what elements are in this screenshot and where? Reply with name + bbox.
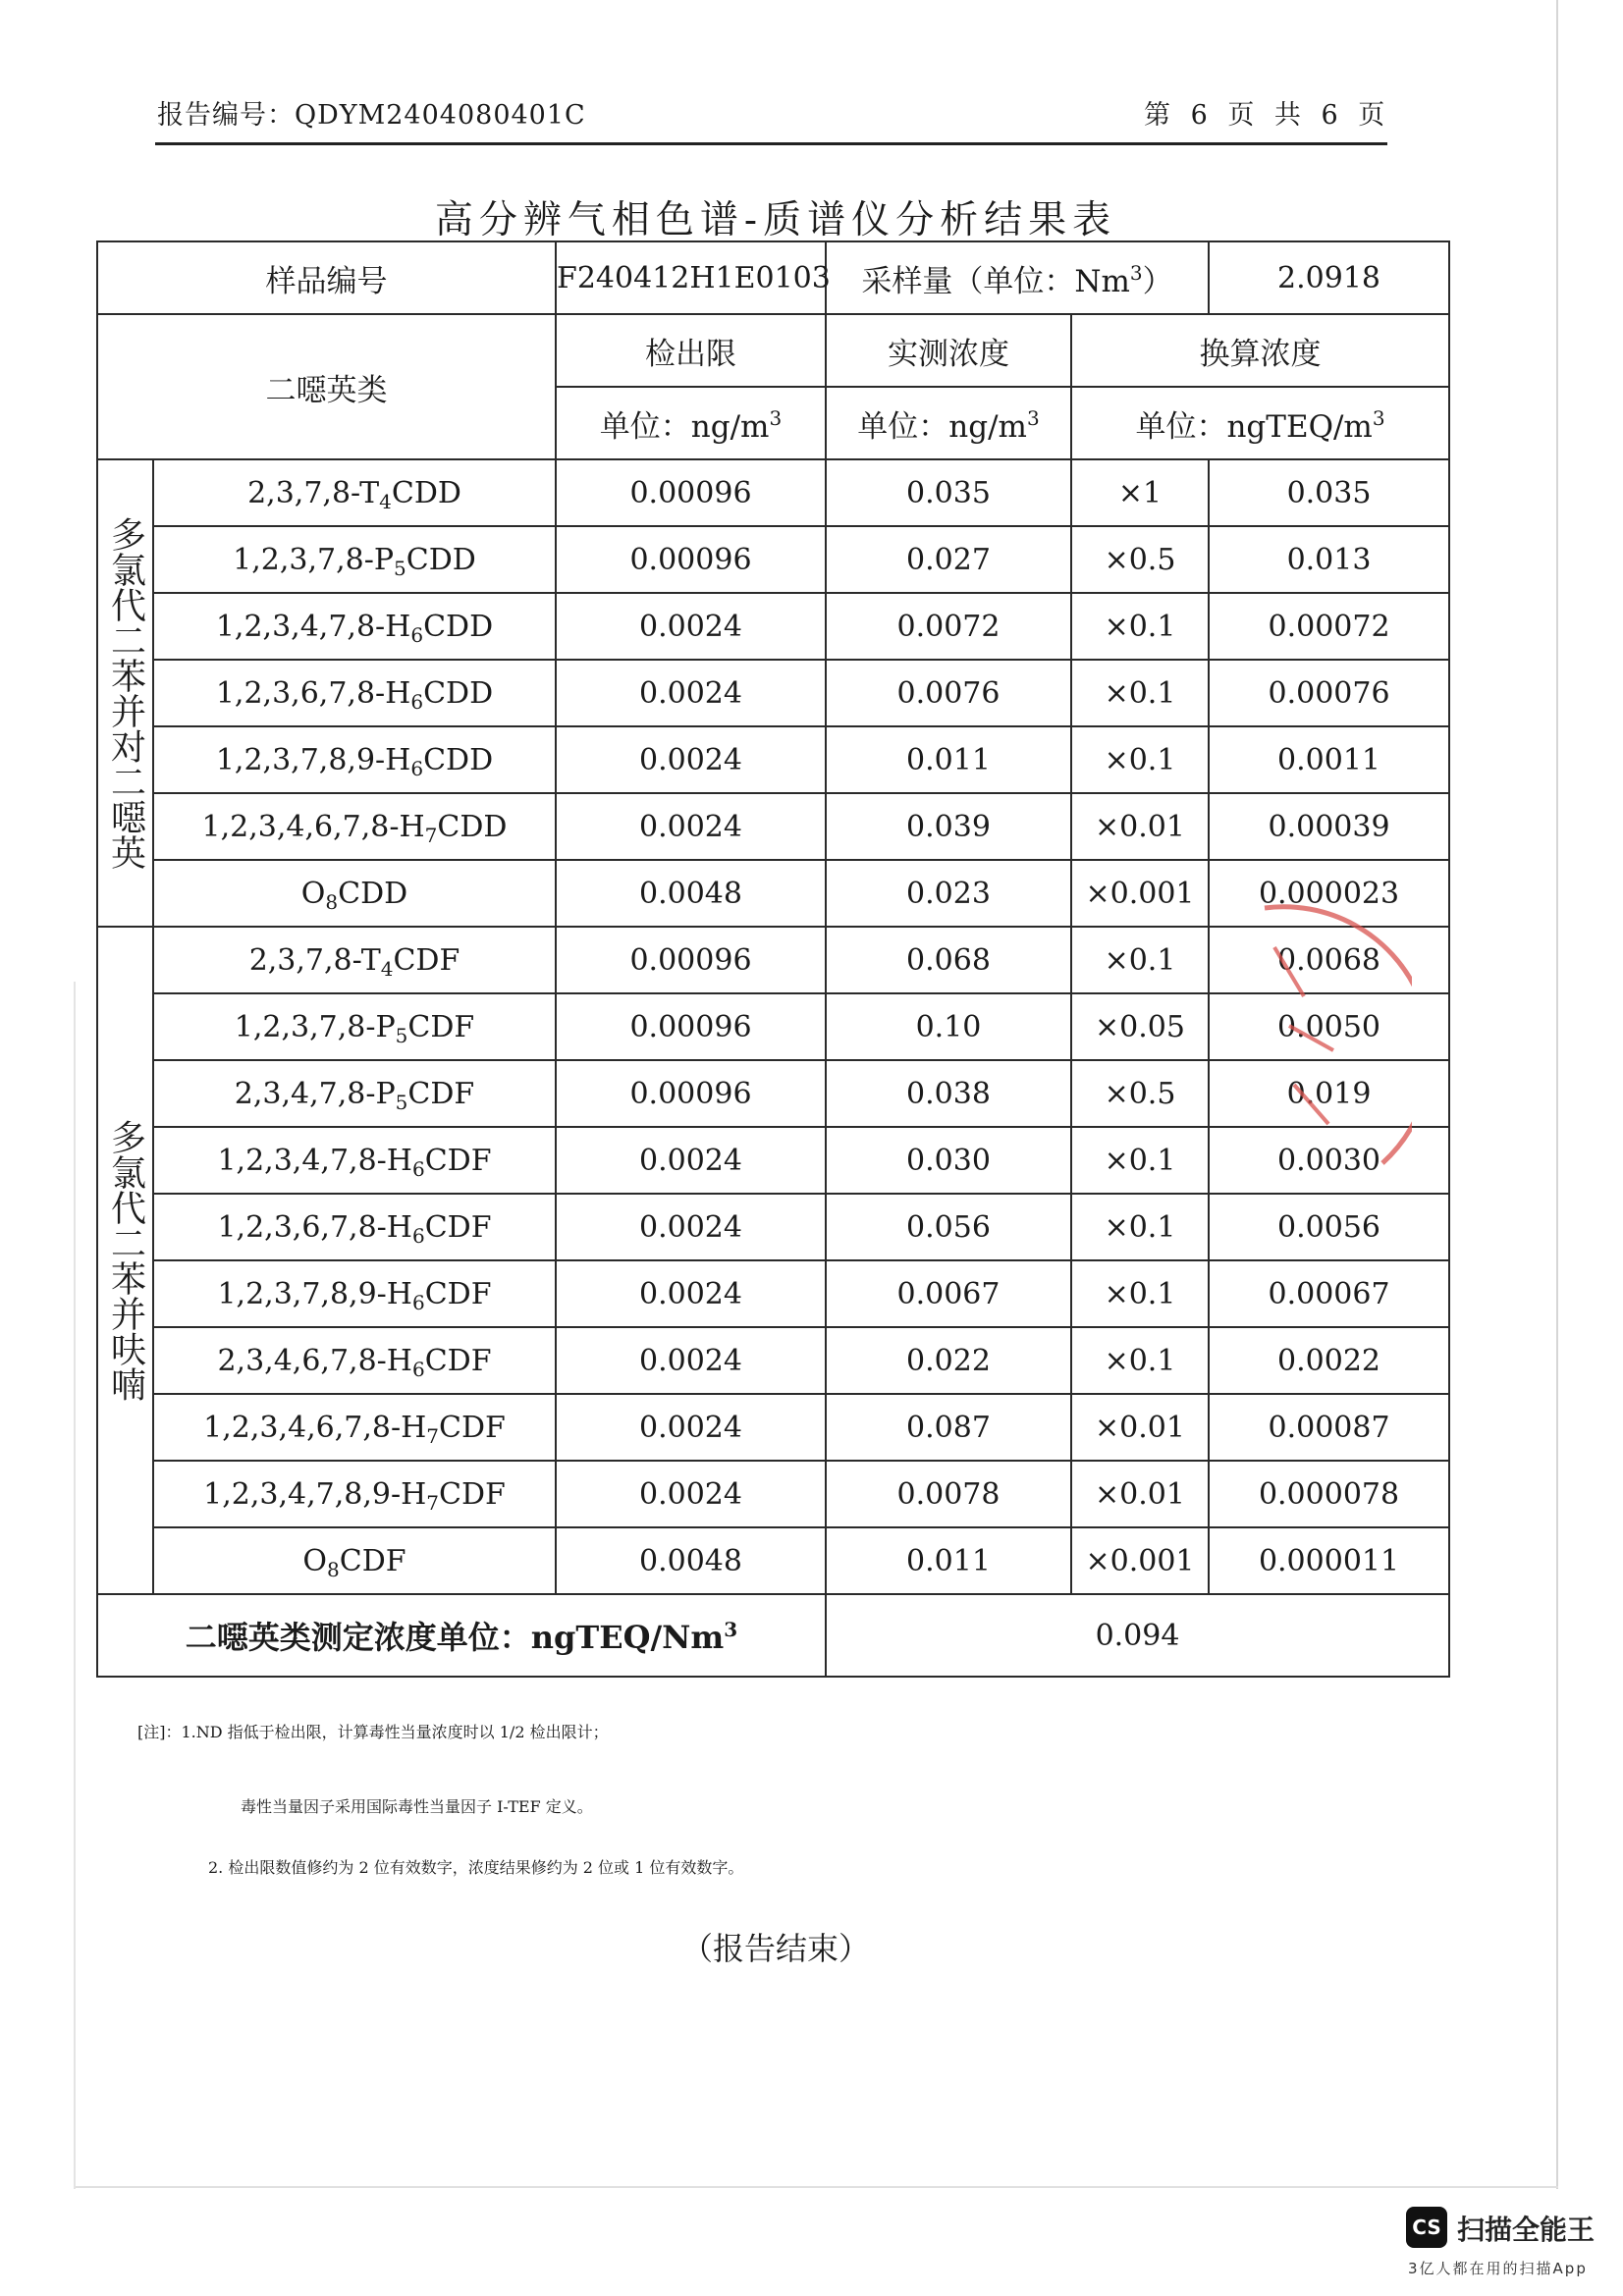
tef-cell: ×0.1 (1071, 726, 1209, 793)
measured-cell: 0.056 (826, 1194, 1071, 1260)
compound-name: $2,3,7,8-T_4CDD$ (153, 459, 556, 526)
measured-cell: 0.011 (826, 1527, 1071, 1594)
table-title: 高分辨气相色谱-质谱仪分析结果表 (434, 198, 1117, 242)
detection-limit-cell: 0.0024 (556, 660, 826, 726)
total-value: 0.094 (826, 1594, 1449, 1677)
teq-cell: 0.00087 (1209, 1394, 1449, 1461)
page-edge (1556, 0, 1558, 2189)
table-row (97, 1260, 1449, 1327)
measured-cell: 0.038 (826, 1060, 1071, 1127)
official-seal (1235, 888, 1412, 1183)
tef-cell: ×0.5 (1071, 526, 1209, 593)
measured-cell: 0.022 (826, 1327, 1071, 1394)
measured-cell: 0.068 (826, 927, 1071, 993)
tef-cell: ×0.001 (1071, 860, 1209, 927)
tef-cell: ×0.01 (1071, 793, 1209, 860)
table-row (97, 459, 1449, 526)
detection-limit-cell: 0.0024 (556, 1260, 826, 1327)
teq-cell: 0.0022 (1209, 1327, 1449, 1394)
group-label: 多氯代二苯并对二噁英 (97, 459, 153, 927)
tef-cell: ×0.001 (1071, 1527, 1209, 1594)
page-number: 第 6 页 共 6 页 (1144, 100, 1391, 131)
detection-limit-cell: 0.00096 (556, 526, 826, 593)
teq-cell: 0.035 (1209, 459, 1449, 526)
teq-cell: 0.019 (1209, 1060, 1449, 1127)
compound-name: $O_8CDD$ (153, 860, 556, 927)
detection-limit-cell: 0.00096 (556, 993, 826, 1060)
tef-cell: ×0.01 (1071, 1461, 1209, 1527)
category-header: 二噁英类 (97, 314, 556, 459)
tef-cell: ×0.05 (1071, 993, 1209, 1060)
column-header-row (97, 314, 1449, 387)
measured-unit: 单位：$ng/m^3$ (826, 387, 1071, 459)
sample-volume-label: 采样量（单位：Nm$^3$） (826, 241, 1209, 314)
measured-header: 实测浓度 (826, 314, 1071, 387)
note-line-2: 毒性当量因子采用国际毒性当量因子 I-TEF 定义。 (241, 1797, 593, 1816)
teq-cell: 0.0030 (1209, 1127, 1449, 1194)
detection-limit-cell: 0.0024 (556, 1394, 826, 1461)
table-row (97, 1527, 1449, 1594)
detection-limit-cell: 0.00096 (556, 1060, 826, 1127)
sample-volume-value: 2.0918 (1209, 241, 1449, 314)
table-row (97, 1327, 1449, 1394)
teq-cell: 0.000011 (1209, 1527, 1449, 1594)
compound-name: $1,2,3,4,7,8-H_6CDF$ (153, 1127, 556, 1194)
table-row (97, 1194, 1449, 1260)
detection-limit-unit: 单位：$ng/m^3$ (556, 387, 826, 459)
compound-name: $1,2,3,7,8,9-H_6CDF$ (153, 1260, 556, 1327)
measured-cell: 0.023 (826, 860, 1071, 927)
detection-limit-cell: 0.00096 (556, 459, 826, 526)
table-row (97, 726, 1449, 793)
total-row (97, 1594, 1449, 1677)
note-line-1: [注]：1.ND 指低于检出限，计算毒性当量浓度时以 1/2 检出限计； (137, 1723, 609, 1741)
compound-name: $1,2,3,4,7,8-H_6CDD$ (153, 593, 556, 660)
compound-name: $1,2,3,6,7,8-H_6CDD$ (153, 660, 556, 726)
teq-cell: 0.000023 (1209, 860, 1449, 927)
measured-cell: 0.039 (826, 793, 1071, 860)
seal-arc (1265, 907, 1412, 1163)
detection-limit-cell: 0.0048 (556, 1527, 826, 1594)
table-row (97, 526, 1449, 593)
compound-name: $1,2,3,7,8,9-H_6CDD$ (153, 726, 556, 793)
page-edge (74, 982, 76, 2189)
note-line-3: 2. 检出限数值修约为 2 位有效数字，浓度结果修约为 2 位或 1 位有效数字。 (208, 1858, 744, 1877)
measured-cell: 0.030 (826, 1127, 1071, 1194)
converted-unit: 单位：ngTEQ/$m^3$ (1071, 387, 1449, 459)
compound-name: $2,3,4,6,7,8-H_6CDF$ (153, 1327, 556, 1394)
compound-name: $1,2,3,4,6,7,8-H_7CDF$ (153, 1394, 556, 1461)
detection-limit-header: 检出限 (556, 314, 826, 387)
converted-header: 换算浓度 (1071, 314, 1449, 387)
detection-limit-cell: 0.0024 (556, 1194, 826, 1260)
header-rule (155, 142, 1387, 145)
table-row (97, 793, 1449, 860)
scanner-app-name: 扫描全能王 (1457, 2214, 1596, 2246)
report-number: 报告编号：QDYM2404080401C (157, 100, 586, 131)
sample-id-label: 样品编号 (97, 241, 556, 314)
table-row (97, 593, 1449, 660)
sample-row (97, 241, 1449, 314)
detection-limit-cell: 0.0024 (556, 1327, 826, 1394)
tef-cell: ×0.1 (1071, 1127, 1209, 1194)
measured-cell: 0.011 (826, 726, 1071, 793)
scanner-logo-icon: CS (1406, 2207, 1447, 2248)
compound-name: $1,2,3,7,8-P_5CDF$ (153, 993, 556, 1060)
compound-name: $2,3,7,8-T_4CDF$ (153, 927, 556, 993)
table-row (97, 1394, 1449, 1461)
teq-cell: 0.00072 (1209, 593, 1449, 660)
table-row (97, 1461, 1449, 1527)
detection-limit-cell: 0.0024 (556, 1461, 826, 1527)
tef-cell: ×0.5 (1071, 1060, 1209, 1127)
teq-cell: 0.0068 (1209, 927, 1449, 993)
teq-cell: 0.013 (1209, 526, 1449, 593)
tef-cell: ×0.1 (1071, 1327, 1209, 1394)
tef-cell: ×0.1 (1071, 593, 1209, 660)
teq-cell: 0.00039 (1209, 793, 1449, 860)
teq-cell: 0.00067 (1209, 1260, 1449, 1327)
compound-name: $1,2,3,4,7,8,9-H_7CDF$ (153, 1461, 556, 1527)
table-row (97, 660, 1449, 726)
sample-id-value: F240412H1E0103 (556, 241, 826, 314)
measured-cell: 0.087 (826, 1394, 1071, 1461)
detection-limit-cell: 0.0024 (556, 593, 826, 660)
teq-cell: 0.0011 (1209, 726, 1449, 793)
measured-cell: 0.0067 (826, 1260, 1071, 1327)
seal-strokes (1274, 947, 1333, 1124)
teq-cell: 0.00076 (1209, 660, 1449, 726)
compound-name: $1,2,3,6,7,8-H_6CDF$ (153, 1194, 556, 1260)
tef-cell: ×0.1 (1071, 660, 1209, 726)
page-edge (74, 2186, 1558, 2188)
detection-limit-cell: 0.0024 (556, 726, 826, 793)
compound-name: $2,3,4,7,8-P_5CDF$ (153, 1060, 556, 1127)
detection-limit-cell: 0.0024 (556, 1127, 826, 1194)
detection-limit-cell: 0.00096 (556, 927, 826, 993)
scanner-watermark (1406, 2207, 1602, 2285)
measured-cell: 0.0076 (826, 660, 1071, 726)
tef-cell: ×1 (1071, 459, 1209, 526)
teq-cell: 0.0056 (1209, 1194, 1449, 1260)
teq-cell: 0.000078 (1209, 1461, 1449, 1527)
total-label: 二噁英类测定浓度单位：ngTEQ/Nm$^3$ (97, 1594, 826, 1677)
measured-cell: 0.10 (826, 993, 1071, 1060)
group-label: 多氯代二苯并呋喃 (97, 927, 153, 1594)
report-end: （报告结束） (680, 1930, 870, 1967)
tef-cell: ×0.1 (1071, 927, 1209, 993)
detection-limit-cell: 0.0048 (556, 860, 826, 927)
tef-cell: ×0.1 (1071, 1260, 1209, 1327)
compound-name: $O_8CDF$ (153, 1527, 556, 1594)
tef-cell: ×0.1 (1071, 1194, 1209, 1260)
compound-name: $1,2,3,7,8-P_5CDD$ (153, 526, 556, 593)
scanner-tagline: 3亿人都在用的扫描App (1408, 2260, 1588, 2277)
teq-cell: 0.0050 (1209, 993, 1449, 1060)
detection-limit-cell: 0.0024 (556, 793, 826, 860)
compound-name: $1,2,3,4,6,7,8-H_7CDD$ (153, 793, 556, 860)
tef-cell: ×0.01 (1071, 1394, 1209, 1461)
measured-cell: 0.0072 (826, 593, 1071, 660)
measured-cell: 0.035 (826, 459, 1071, 526)
measured-cell: 0.027 (826, 526, 1071, 593)
measured-cell: 0.0078 (826, 1461, 1071, 1527)
